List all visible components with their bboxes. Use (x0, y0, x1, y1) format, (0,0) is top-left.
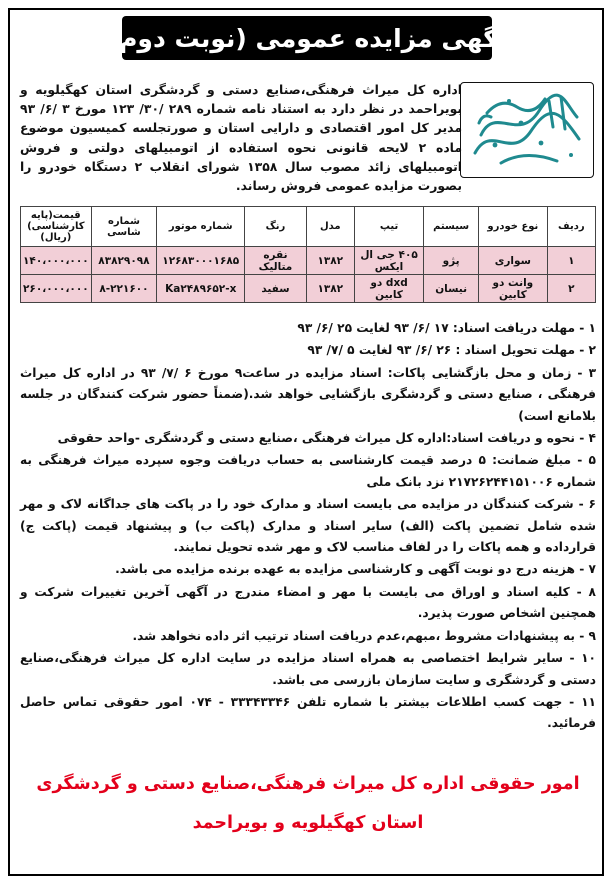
conditions-list (20, 318, 596, 736)
cell-color: نقره متالیک (245, 247, 306, 275)
cell-base-price: ۲۶۰،۰۰۰،۰۰۰ (21, 275, 92, 303)
list-item: ۶ - شرکت کنندگان در مزایده می بایست اسناد و مدارک خود را در پاکت های جداگانه لاک و مهر شده شامل تضمین پاکت (الف) سایر اسناد و مدارک (پاکت ب) و پیشنهاد قیمت (پاکت ج) قرارداده و همه پاکات را در لفاف مناسب لاک و مهر شده تحویل نمایند. (20, 497, 596, 555)
footer-department: امور حقوقی اداره کل میراث فرهنگی،صنایع دستی و گردشگری (36, 774, 580, 794)
list-item: ۱۱ - جهت کسب اطلاعات بیشتر با شماره تلفن ۳۳۳۴۳۳۴۶ - ۰۷۴ امور حقوقی تماس حاصل فرمائید. (20, 694, 596, 731)
header-color: رنگ (245, 207, 306, 247)
header-row-number: ردیف (547, 207, 595, 247)
list-item: ۴ - نحوه و دریافت اسناد:اداره کل میراث فرهنگی ،صنایع دستی و گردشگری -واحد حقوقی (57, 431, 596, 446)
header-chassis-number: شماره شاسی (91, 207, 157, 247)
list-item: ۹ - به پیشنهادات مشروط ،مبهم،عدم دریافت اسناد ترتیب اثر داده نخواهد شد. (132, 628, 596, 643)
table-row (21, 275, 596, 303)
list-item: ۳ - زمان و محل بازگشایی پاکات: اسناد مزایده در ساعت۹ مورخ ۶ /۷/ ۹۳ در اداره کل میراث فرهنگی ، صنایع دستی و گردشگری بازگشایی خواهد شد.(ضمناً حضور شرکت کنندگان در جلسه بلامانع است) (20, 365, 597, 423)
footer-province: استان کهگیلویه و بویراحمد (192, 813, 424, 833)
list-item: ۸ - کلیه اسناد و اوراق می بایست با مهر و امضاء مندرج در آگهی آخرین تغییرات شرکت و همچنین اشخاص صورت پذیرد. (20, 584, 596, 621)
cell-engine-number: ۱۲۶۸۳۰۰۰۱۶۸۵ (157, 247, 245, 275)
list-item: ۷ - هزینه درج دو نوبت آگهی و کارشناسی مزایده به عهده برنده مزایده می باشد. (115, 562, 596, 577)
header-vehicle-type: نوع خودرو (479, 207, 548, 247)
cell-color: سفید (245, 275, 306, 303)
cell-type: dxd دو کابین (354, 275, 423, 303)
cell-vehicle-type: سواری (479, 247, 548, 275)
cell-row-number: ۱ (547, 247, 595, 275)
cell-system: نیسان (424, 275, 479, 303)
cell-row-number: ۲ (547, 275, 595, 303)
cell-chassis-number: ۸۳۸۲۹۰۹۸ (91, 247, 157, 275)
footer-signature (20, 770, 596, 838)
cell-model: ۱۳۸۲ (306, 247, 354, 275)
organization-logo (460, 82, 594, 178)
header-type: تیپ (354, 207, 423, 247)
calligraphy-logo-icon (461, 83, 592, 176)
intro-paragraph: اداره کل میراث فرهنگی،صنایع دستی و گردشگری استان کهگیلویه و بویراحمد در نظر دارد به استناد نامه شماره ۲۸۹ /۳۰/ ۱۲۳ مورخ ۳ /۶/ ۹۳ مدیر کل امور اقتصادی و دارایی استان و صورتجلسه کمیسیون موضوع ماده ۲ لایحه قانونی نحوه استفاده از اتومبیلهای دولتی و فروش اتومبیلهای زائد مصوب سال ۱۳۵۸ شورای انقلاب ۲ دستگاه خودرو را بصورت مزایده عمومی فروش رساند. (20, 82, 462, 194)
list-item: ۱۰ - سایر شرایط اختصاصی به همراه اسناد مزایده در سایت اداره کل میراث فرهنگی،صنایع دستی و گردشگری و سایت سازمان بازرسی می باشد. (20, 651, 596, 687)
list-item: ۱ - مهلت دریافت اسناد: ۱۷ /۶/ ۹۳ لغایت ۲۵ /۶/ ۹۳ (297, 321, 596, 335)
cell-engine-number: Ka۲۴۸۹۶۵۲-x (157, 275, 245, 303)
header-system: سیستم (424, 207, 479, 247)
header-model: مدل (306, 207, 354, 247)
cell-type: ۴۰۵ جی ال ایکس (354, 247, 423, 275)
list-item: ۵ - مبلغ ضمانت: ۵ درصد قیمت کارشناسی به حساب دریافت وجوه سپرده میراث فرهنگی به شماره ۲۱۷۲۶۲۴۴۱۵۱۰۰۶ نزد بانک ملی (20, 453, 596, 489)
vehicle-table (20, 206, 596, 303)
header-base-price: قیمت(پایه کارشناسی) (ریال) (21, 207, 92, 247)
table-header-row (21, 207, 596, 247)
table-row (21, 247, 596, 275)
cell-system: پژو (424, 247, 479, 275)
cell-model: ۱۳۸۲ (306, 275, 354, 303)
cell-vehicle-type: وانت دو کابین (479, 275, 548, 303)
list-item: ۲ - مهلت تحویل اسناد : ۲۶ /۶/ ۹۳ لغایت ۵ /۷/ ۹۳ (307, 343, 596, 358)
header-engine-number: شماره موتور (157, 207, 245, 247)
cell-base-price: ۱۴۰،۰۰۰،۰۰۰ (21, 247, 92, 275)
cell-chassis-number: ۸-۲۲۱۶۰۰ (91, 275, 157, 303)
title-banner (107, 16, 507, 60)
notice-title: آگهی مزایده عمومی (نوبت دوم) (107, 23, 507, 53)
